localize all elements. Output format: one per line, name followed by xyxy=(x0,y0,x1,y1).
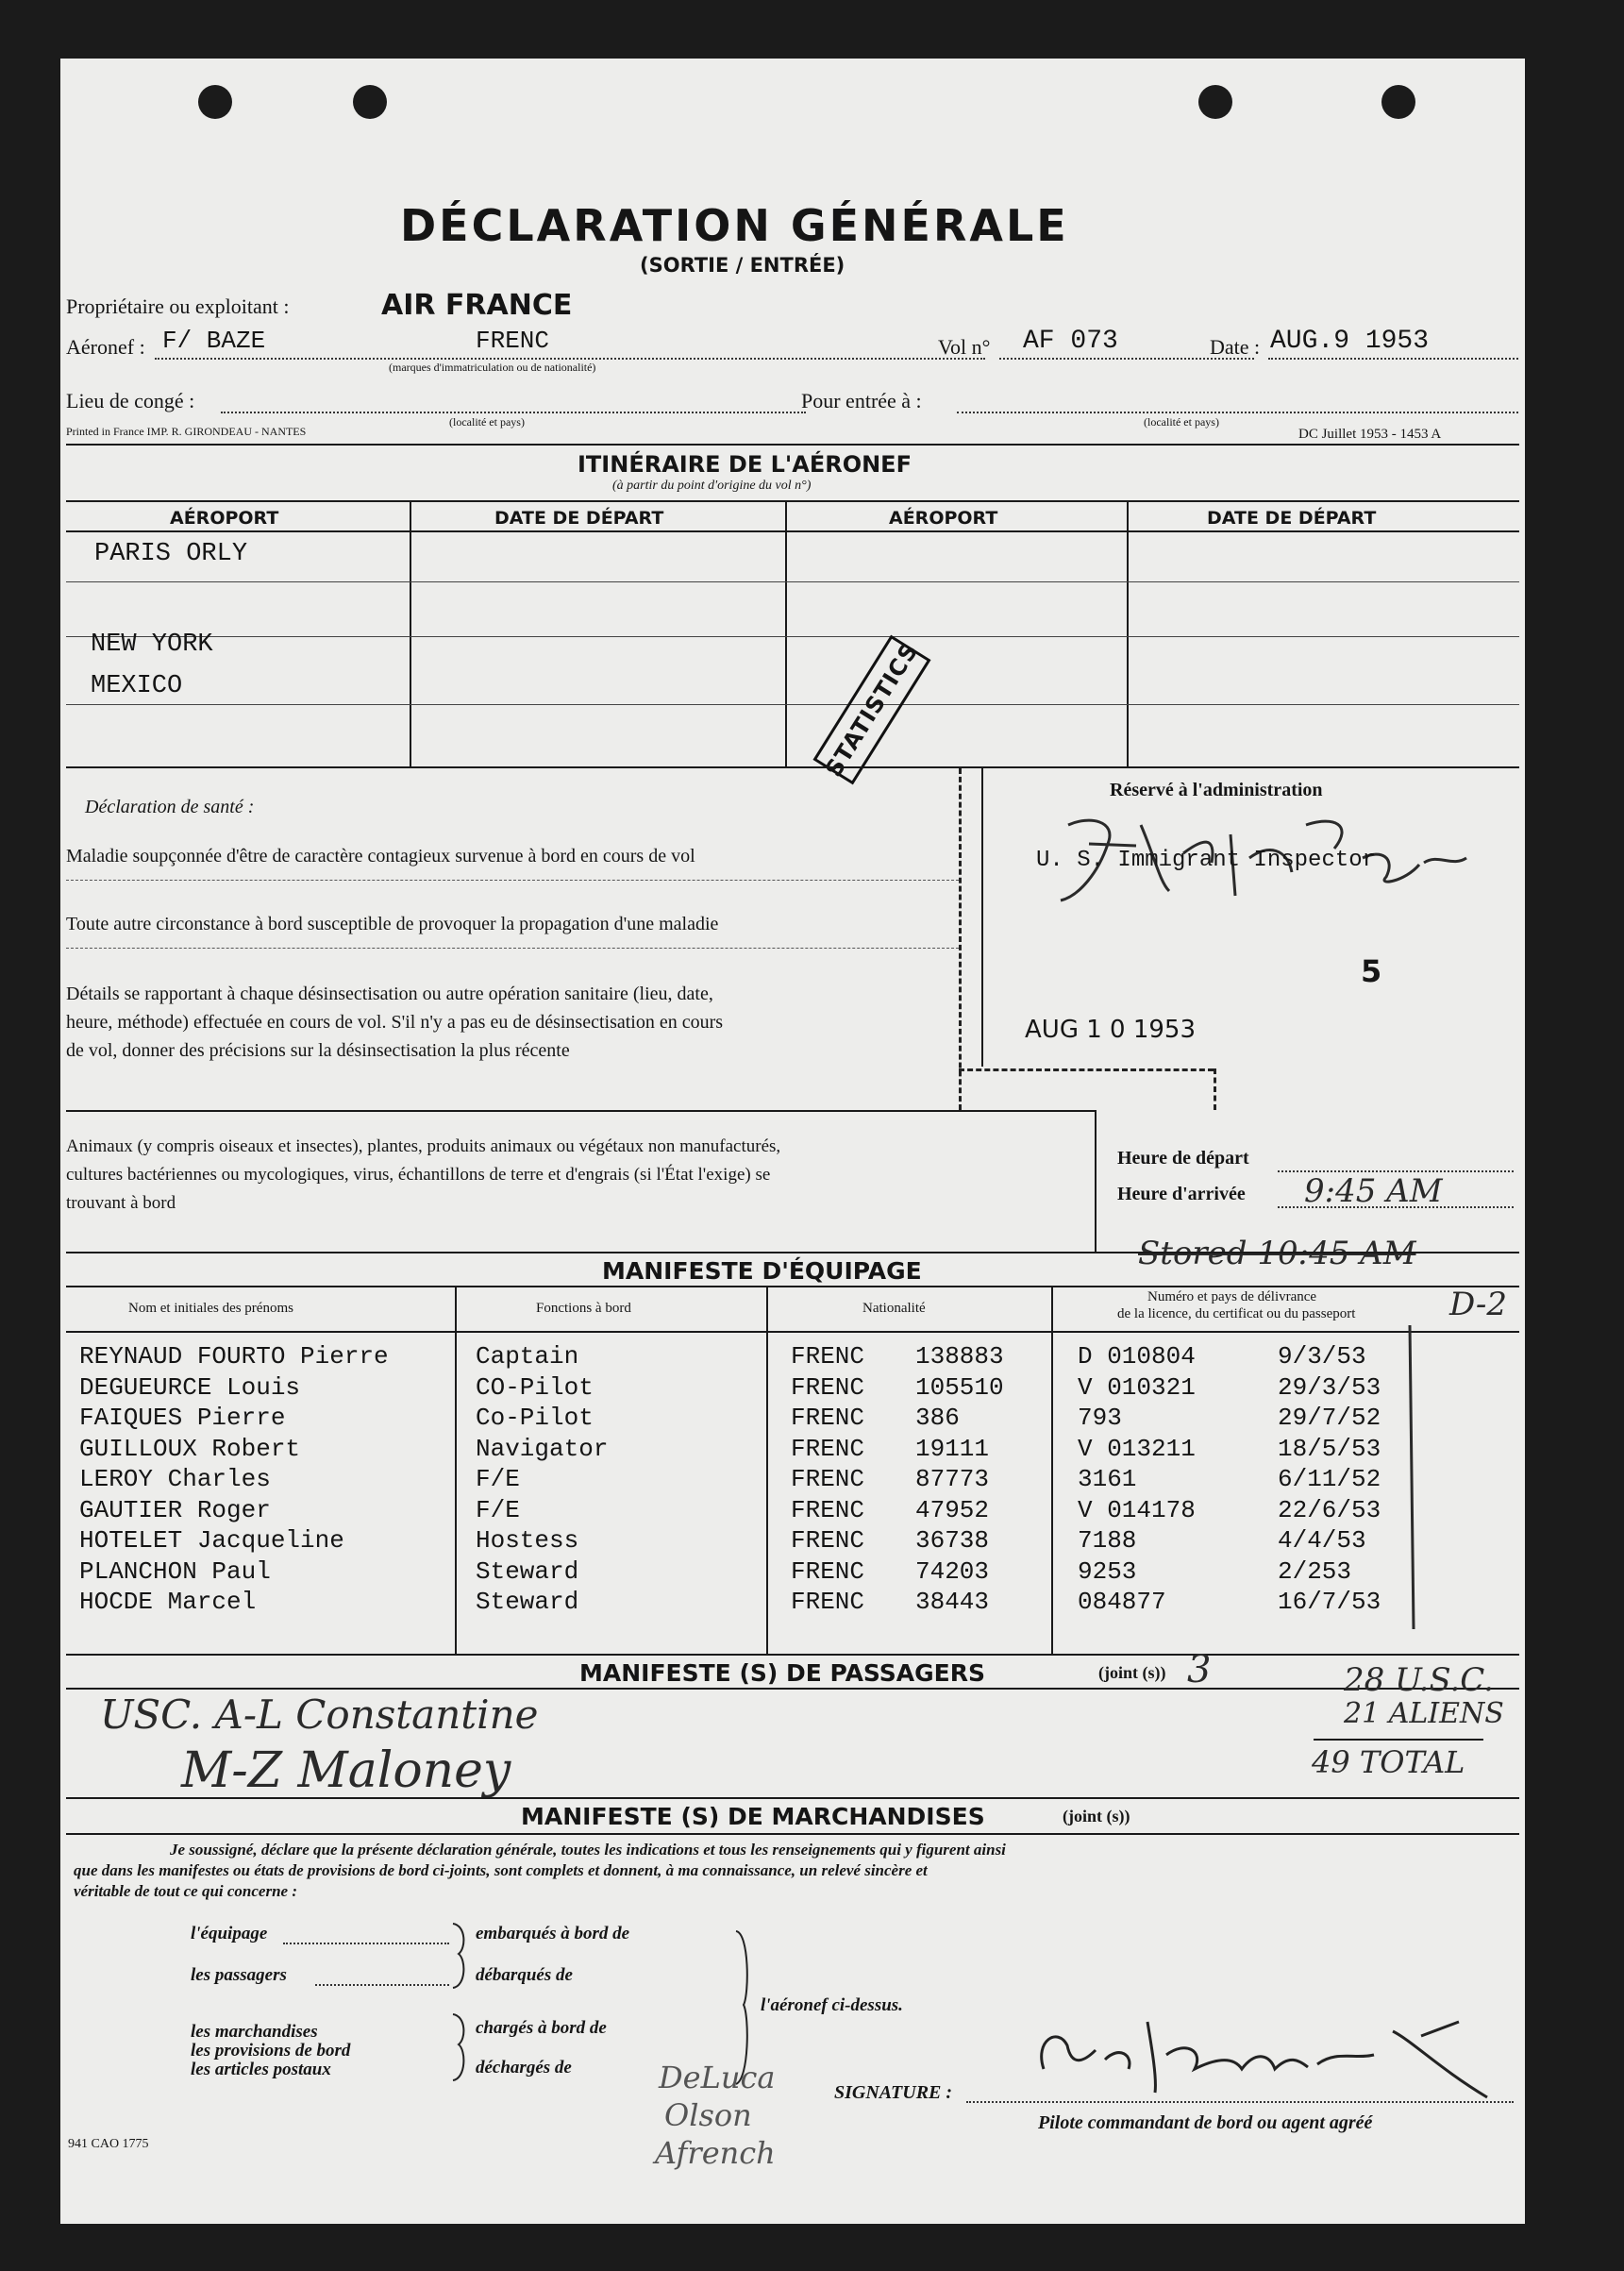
form-subtitle: (SORTIE / ENTRÉE) xyxy=(640,254,845,277)
declaration-goods-item-3: les articles postaux xyxy=(191,2060,331,2079)
crew-col-function: Fonctions à bord xyxy=(536,1301,631,1316)
crew-col-name: Nom et initiales des prénoms xyxy=(128,1301,293,1316)
punch-hole xyxy=(353,85,387,119)
crew-license-date: 29/7/52 xyxy=(1278,1404,1381,1432)
passenger-note-2: M-Z Maloney xyxy=(181,1742,511,1799)
itinerary-airport-3: MEXICO xyxy=(91,672,183,700)
handwritten-name-2: Olson xyxy=(664,2097,752,2133)
animals-line-2: cultures bactériennes ou mycologiques, virus, échantillons de terre et d'engrais (si l'État l'exige) se xyxy=(66,1165,771,1185)
crew-nationality: FRENC xyxy=(791,1434,865,1463)
crew-function: Navigator xyxy=(476,1434,609,1463)
crew-license: 7188 xyxy=(1078,1526,1137,1555)
flight-label: Vol n° xyxy=(938,335,991,359)
punch-hole xyxy=(198,85,232,119)
passenger-tally-aliens: 21 ALIENS xyxy=(1344,1697,1504,1730)
crew-name: LEROY Charles xyxy=(79,1465,271,1493)
declaration-loaded: chargés à bord de xyxy=(476,2018,607,2038)
aircraft-label: Aéronef : xyxy=(66,335,145,359)
owner-label: Propriétaire ou exploitant : xyxy=(66,294,290,318)
entry-label: Pour entrée à : xyxy=(801,389,922,412)
form-title: DÉCLARATION GÉNÉRALE xyxy=(400,200,1069,251)
itinerary-col-airport-1: AÉROPORT xyxy=(170,508,279,529)
document-page xyxy=(60,59,1525,2224)
arrival-time-label: Heure d'arrivée xyxy=(1117,1184,1246,1204)
passenger-manifest-joint: (joint (s)) xyxy=(1098,1663,1166,1682)
declaration-line-3: véritable de tout ce qui concerne : xyxy=(74,1882,298,1900)
punch-hole xyxy=(1198,85,1232,119)
passenger-tally-uscitizens: 28 U.S.C. xyxy=(1344,1661,1494,1699)
signature-label: SIGNATURE : xyxy=(834,2082,953,2103)
crew-license: V 010321 xyxy=(1078,1372,1196,1402)
declaration-unloaded: déchargés de xyxy=(476,2058,572,2078)
cargo-manifest-joint: (joint (s)) xyxy=(1063,1807,1130,1825)
crew-nationality: FRENC xyxy=(791,1526,865,1555)
handwritten-name-1: DeLuca xyxy=(659,2060,776,2095)
statistics-stamp: STATISTICS xyxy=(812,635,930,785)
declaration-line-2: que dans les manifestes ou états de provisions de bord ci-joints, sont complets et donnent, à ma connaissance, un relevé sincère et xyxy=(74,1861,928,1879)
crew-function: Steward xyxy=(476,1556,579,1586)
crew-margin-bracket xyxy=(1383,1321,1421,1633)
crew-name: FAIQUES Pierre xyxy=(79,1404,286,1432)
passenger-note-1: USC. A-L Constantine xyxy=(100,1691,539,1738)
crew-nationality: FRENC xyxy=(791,1556,865,1586)
crew-nationality-number: 38443 xyxy=(915,1588,990,1616)
crew-nationality-number: 74203 xyxy=(915,1556,990,1586)
crew-license: V 013211 xyxy=(1078,1434,1196,1463)
crew-nationality: FRENC xyxy=(791,1495,865,1524)
health-line-3: Détails se rapportant à chaque désinsectisation ou autre opération sanitaire (lieu, date, xyxy=(66,984,713,1004)
crew-function: Hostess xyxy=(476,1526,579,1555)
aircraft-nationality: FRENC xyxy=(476,327,550,355)
flight-number: AF 073 xyxy=(1023,327,1118,356)
crew-title: MANIFESTE D'ÉQUIPAGE xyxy=(602,1257,922,1285)
crew-name: GAUTIER Roger xyxy=(79,1495,271,1524)
aircraft-caption: (marques d'immatriculation ou de nationalité) xyxy=(389,361,596,374)
crew-license: V 014178 xyxy=(1078,1495,1196,1524)
crew-function: F/E xyxy=(476,1495,520,1524)
printer-line: Printed in France IMP. R. GIRONDEAU - NANTES xyxy=(66,425,307,438)
handwritten-name-3: Afrench xyxy=(655,2135,776,2171)
inspector-title: U. S. Immigrant Inspector xyxy=(1036,848,1377,873)
crew-name: HOCDE Marcel xyxy=(79,1588,257,1616)
crew-nationality: FRENC xyxy=(791,1404,865,1432)
passenger-tally-total: 49 TOTAL xyxy=(1312,1744,1465,1780)
itinerary-airport-2: NEW YORK xyxy=(91,631,213,659)
crew-function: Captain xyxy=(476,1342,579,1371)
crew-license: 084877 xyxy=(1078,1588,1166,1616)
owner-value: AIR FRANCE xyxy=(381,289,573,322)
cargo-manifest-title: MANIFESTE (S) DE MARCHANDISES xyxy=(521,1803,985,1830)
punch-hole xyxy=(1381,85,1415,119)
crew-nationality: FRENC xyxy=(791,1588,865,1616)
declaration-goods-item-1: les marchandises xyxy=(191,2022,318,2042)
declaration-line-1: Je soussigné, déclare que la présente déclaration générale, toutes les indications et tous les renseignements qui y figurent ainsi xyxy=(170,1841,1006,1859)
crew-license: 793 xyxy=(1078,1404,1122,1432)
health-line-1: Maladie soupçonnée d'être de caractère contagieux survenue à bord en cours de vol xyxy=(66,846,695,866)
itinerary-col-date-1: DATE DE DÉPART xyxy=(494,508,664,529)
crew-license: 3161 xyxy=(1078,1465,1137,1493)
passenger-manifest-count: 3 xyxy=(1187,1648,1212,1691)
crew-nationality-number: 19111 xyxy=(915,1434,990,1463)
itinerary-airport-origin: PARIS ORLY xyxy=(94,540,248,568)
crew-license-date: 4/4/53 xyxy=(1278,1526,1366,1555)
crew-col-license-1: Numéro et pays de délivrance xyxy=(1147,1289,1317,1304)
crew-name: HOTELET Jacqueline xyxy=(79,1526,344,1555)
declaration-brace-left xyxy=(449,1920,477,2090)
crew-license-date: 9/3/53 xyxy=(1278,1342,1366,1371)
declaration-crew-item: l'équipage xyxy=(191,1924,268,1943)
crew-nationality-number: 138883 xyxy=(915,1342,1004,1371)
crew-nationality-number: 386 xyxy=(915,1404,960,1432)
health-line-5: de vol, donner des précisions sur la désinsectisation la plus récente xyxy=(66,1040,570,1061)
crew-margin-mark: D-2 xyxy=(1449,1286,1508,1323)
crew-license: 9253 xyxy=(1078,1556,1137,1586)
footer-code: 941 CAO 1775 xyxy=(68,2137,149,2151)
crew-function: Steward xyxy=(476,1588,579,1616)
crew-license-date: 18/5/53 xyxy=(1278,1434,1381,1463)
crew-license-date: 16/7/53 xyxy=(1278,1588,1381,1616)
crew-name: REYNAUD FOURTO Pierre xyxy=(79,1342,389,1371)
arrival-time-value: 9:45 AM xyxy=(1304,1172,1443,1210)
pilot-signature xyxy=(1015,2003,1506,2107)
entry-caption: (localité et pays) xyxy=(1144,415,1219,429)
itinerary-col-date-2: DATE DE DÉPART xyxy=(1207,508,1377,529)
aircraft-registration: F/ BAZE xyxy=(162,327,266,355)
itinerary-subtitle: (à partir du point d'origine du vol n°) xyxy=(612,479,812,493)
declaration-aircraft-ref: l'aéronef ci-dessus. xyxy=(761,1995,903,2015)
declaration-disembarked: débarqués de xyxy=(476,1965,573,1985)
itinerary-col-airport-2: AÉROPORT xyxy=(889,508,998,529)
form-code: DC Juillet 1953 - 1453 A xyxy=(1298,427,1442,442)
declaration-passengers-item: les passagers xyxy=(191,1965,287,1985)
crew-nationality: FRENC xyxy=(791,1342,865,1371)
animals-line-3: trouvant à bord xyxy=(66,1193,176,1213)
departure-time-label: Heure de départ xyxy=(1117,1148,1249,1169)
clearance-label: Lieu de congé : xyxy=(66,389,195,412)
crew-license-date: 29/3/53 xyxy=(1278,1372,1381,1402)
clearance-caption: (localité et pays) xyxy=(449,415,525,429)
inspector-number: 5 xyxy=(1361,953,1382,989)
crew-name: GUILLOUX Robert xyxy=(79,1434,301,1463)
animals-line-1: Animaux (y compris oiseaux et insectes), plantes, produits animaux ou végétaux non manufacturés, xyxy=(66,1136,781,1156)
crew-license-date: 22/6/53 xyxy=(1278,1495,1381,1524)
crew-col-nationality: Nationalité xyxy=(862,1301,926,1316)
stored-note: Stored 10:45 AM xyxy=(1138,1235,1416,1272)
crew-name: DEGUEURCE Louis xyxy=(79,1372,301,1402)
crew-nationality-number: 87773 xyxy=(915,1465,990,1493)
crew-license-date: 2/253 xyxy=(1278,1556,1352,1586)
crew-nationality: FRENC xyxy=(791,1372,865,1402)
passenger-manifest-title: MANIFESTE (S) DE PASSAGERS xyxy=(579,1659,986,1687)
crew-name: PLANCHON Paul xyxy=(79,1556,271,1586)
crew-col-license-2: de la licence, du certificat ou du passeport xyxy=(1117,1306,1356,1321)
date-label: Date : xyxy=(1210,335,1261,359)
admin-title: Réservé à l'administration xyxy=(1110,780,1323,800)
crew-nationality-number: 36738 xyxy=(915,1526,990,1555)
health-line-4: heure, méthode) effectuée en cours de vol. S'il n'y a pas eu de désinsectisation en cours xyxy=(66,1012,724,1033)
itinerary-title: ITINÉRAIRE DE L'AÉRONEF xyxy=(578,451,912,478)
health-title: Déclaration de santé : xyxy=(85,797,255,817)
crew-function: F/E xyxy=(476,1465,520,1493)
declaration-embarked: embarqués à bord de xyxy=(476,1924,630,1943)
crew-function: Co-Pilot xyxy=(476,1404,594,1432)
signature-caption: Pilote commandant de bord ou agent agréé xyxy=(1038,2112,1373,2133)
health-line-2: Toute autre circonstance à bord susceptible de provoquer la propagation d'une maladie xyxy=(66,914,719,934)
crew-nationality: FRENC xyxy=(791,1465,865,1493)
crew-nationality-number: 105510 xyxy=(915,1372,1004,1402)
crew-function: CO-Pilot xyxy=(476,1372,594,1402)
crew-license-date: 6/11/52 xyxy=(1278,1465,1381,1493)
admission-date-stamp: AUG 1 0 1953 xyxy=(1025,1016,1197,1044)
crew-nationality-number: 47952 xyxy=(915,1495,990,1524)
declaration-goods-item-2: les provisions de bord xyxy=(191,2041,351,2061)
crew-license: D 010804 xyxy=(1078,1342,1196,1371)
date-value: AUG.9 1953 xyxy=(1270,327,1430,356)
